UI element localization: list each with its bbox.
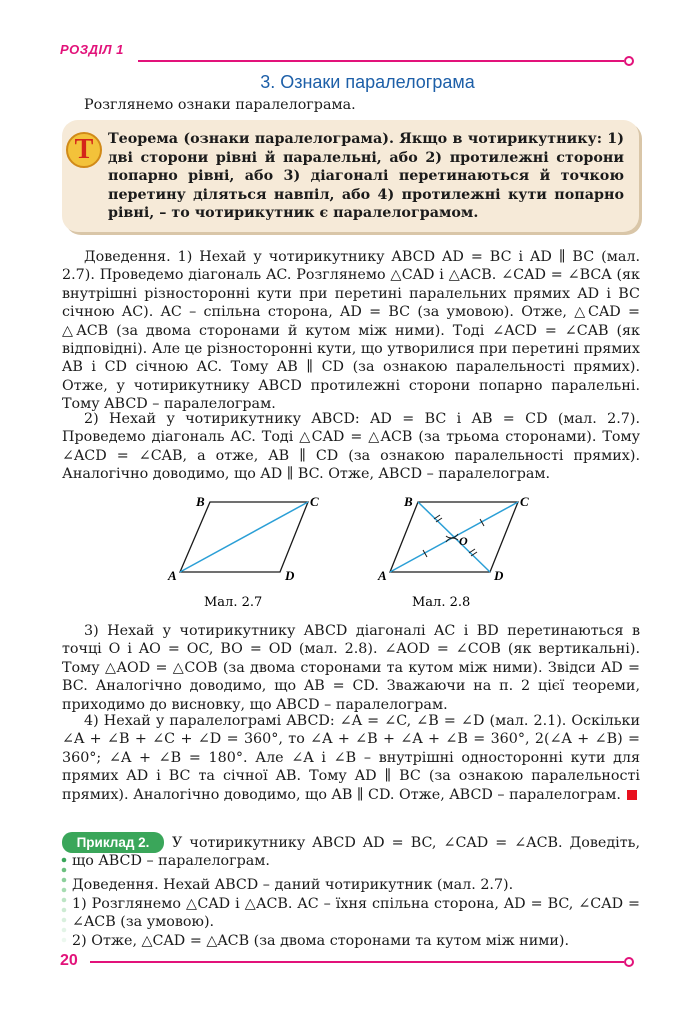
intro-text [84, 96, 644, 114]
footer-rule [90, 961, 624, 963]
proof-paragraph-2: 2) Нехай у чотирикутнику ABCD: AD = BC і AB = CD (мал. 2.7). Проведемо діагональ AC. Тоді △CAD = △ACB (за трьома сторонами). Тому ∠ACD = ∠CAB, а отже, AB ∥ CD (за ознакою паралельності прямих). Аналогічно доводимо, що AD ∥ BC. Отже, ABCD – паралелограм. [62, 411, 640, 483]
figure-2-7 [167, 494, 319, 610]
figures [160, 488, 530, 610]
label-d-2-8: D [494, 568, 504, 583]
proof-paragraph-4-text: 4) Нехай у паралелограмі ABCD: ∠A = ∠C, ∠B = ∠D (мал. 2.1). Оскільки ∠A + ∠B + ∠C + ∠D = 360°, то ∠A + ∠B + ∠A + ∠B = 360°, 2(∠A + ∠B) = 360°; ∠A + ∠B = 180°. Але ∠A і ∠B – внутрішні односторонні кути для прямих AD і BC та січної AB. Тому AD ∥ BC (за ознакою паралельності прямих). Аналогічно доводимо, що AB ∥ CD. Отже, ABCD – паралелограм. [62, 713, 640, 803]
example-badge: Приклад 2. [62, 832, 164, 853]
tick-mark-bo-1 [434, 515, 440, 519]
intro-line: Розглянемо ознаки паралелограма. [84, 97, 356, 113]
footer-rule-end-circle [624, 957, 634, 967]
figure-2-8 [377, 494, 529, 610]
section-header: РОЗДІЛ 1 [60, 42, 124, 57]
example-step-1: 1) Розглянемо △CAD і △ACB. AC – їхня спільна сторона, AD = BC, ∠CAD = ∠ACB (за умовою). [72, 896, 640, 931]
example-step-2: 2) Отже, △CAD = △ACB (за двома сторонами та кутом між ними). [72, 933, 569, 949]
diagonal-ac-2-7 [180, 502, 308, 572]
theorem-text: Теорема (ознаки паралелограма). Якщо в чотирикутнику: 1) дві сторони рівні й паралельні, або 2) протилежні сторони попарно рівні, або 3) діагоналі перетинаються й точкою перетину діляться навпіл, або 4) протилежні кути попарно рівні, – то чотирикутник є паралелограмом. [108, 131, 624, 222]
label-c-2-7: C [310, 494, 319, 509]
example-statement: У чотирикутнику ABCD AD = BC, ∠CAD = ∠ACB. Доведіть, що ABCD – паралелограм. [72, 835, 640, 870]
page-title: 3. Ознаки паралелограма [260, 72, 475, 92]
example-dotted-rail [60, 856, 68, 948]
proof-paragraph-1: Доведення. 1) Нехай у чотирикутнику ABCD AD = BC і AD ∥ BC (мал. 2.7). Проведемо діагональ AC. Розглянемо △CAD і △ACB. ∠CAD = ∠BCA (як внутрішні різносторонні кути при перетині паралельних прямих AD і BC січною AC). AC – спільна сторона, AD = BC (за умовою). Отже, △CAD = △ACB (за двома сторонами й кутом між ними). Тоді ∠ACD = ∠CAB (як відповідні). Але це різносторонні кути, що утворилися при перетині прямих AB і CD січною AC. Тому AB ∥ CD (за ознакою паралельності прямих). Отже, у чотирикутнику ABCD протилежні сторони попарно паралельні. Тому ABCD – паралелограм. [62, 249, 640, 413]
label-b-2-8: B [404, 494, 413, 509]
label-a-2-8: A [378, 568, 387, 583]
label-c-2-8: C [520, 494, 529, 509]
tick-mark-od-1 [469, 549, 475, 553]
page-number: 20 [60, 952, 78, 969]
end-of-proof-square-icon [627, 790, 637, 800]
example-proof-intro: Доведення. Нехай ABCD – даний чотирикутник (мал. 2.7). [72, 877, 514, 893]
caption-2-7: Мал. 2.7 [204, 595, 263, 610]
label-d-2-7: D [285, 568, 295, 583]
label-o-2-8: O [459, 534, 468, 548]
label-a-2-7: A [168, 568, 177, 583]
proof-paragraph-3: 3) Нехай у чотирикутнику ABCD діагоналі AC і BD перетинаються в точці O і AO = OC, BO = OD (мал. 2.8). ∠AOD = ∠COB (як вертикальні). Тому △AOD = △COB (за двома сторонами та кутом між ними). Звідси AD = BC. Аналогічно доводимо, що AB = CD. Зважаючи на п. 2 цієї теореми, приходимо до висновку, що ABCD – паралелограм. [62, 623, 640, 713]
header-rule-end-circle [624, 56, 634, 66]
caption-2-8: Мал. 2.8 [412, 595, 471, 610]
proof-paragraph-4 [62, 712, 640, 804]
label-b-2-7: B [196, 494, 205, 509]
theorem-icon: Т [66, 132, 102, 168]
header-rule [138, 60, 624, 62]
